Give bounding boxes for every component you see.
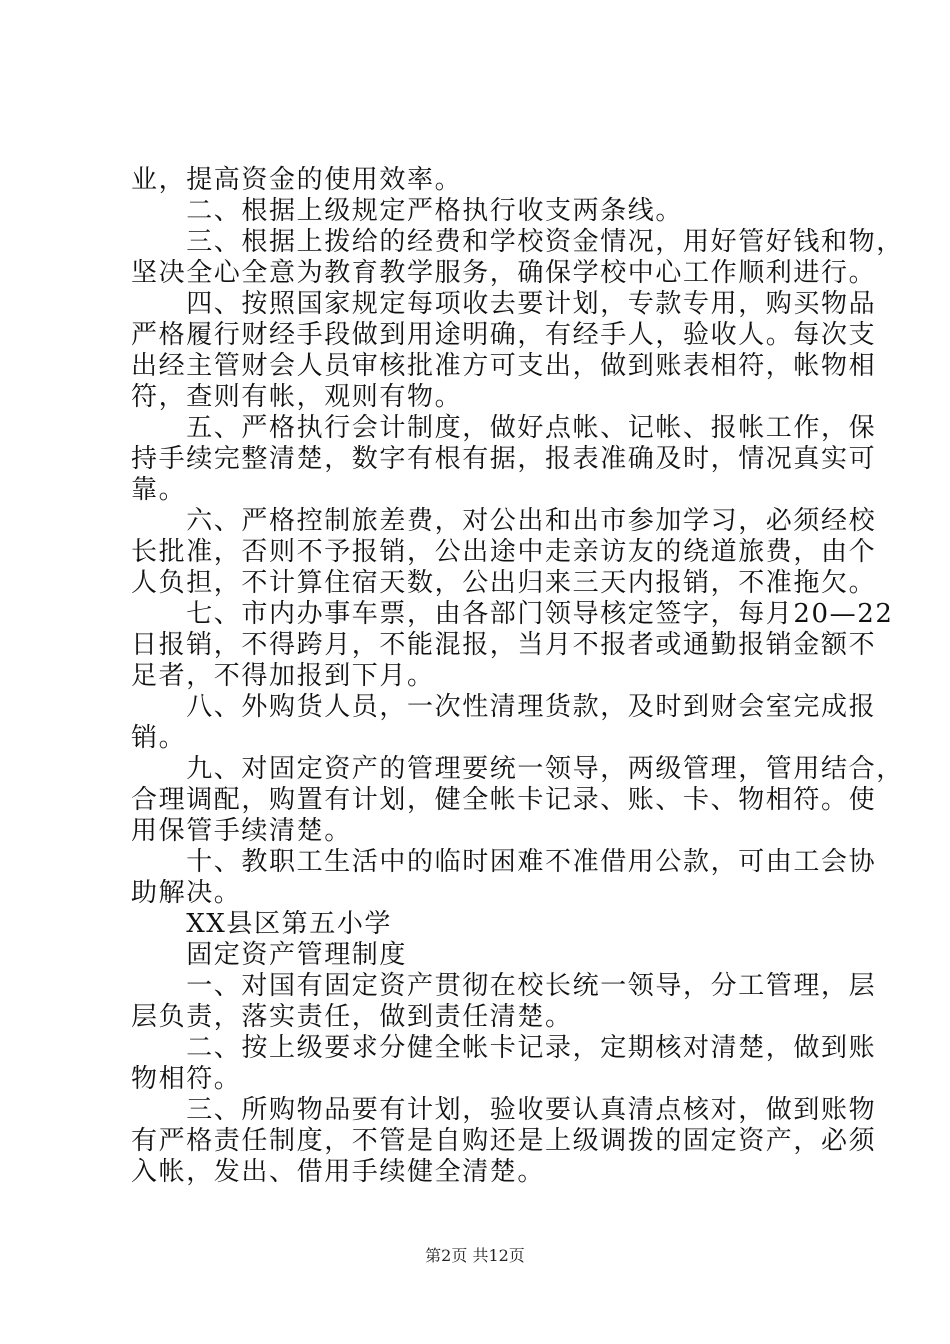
text-line: 长批准，否则不予报销，公出途中走亲访友的绕道旅费，由个 bbox=[131, 537, 877, 567]
text-line: 出经主管财会人员审核批准方可支出，做到账表相符，帐物相 bbox=[131, 351, 877, 381]
text-line: 持手续完整清楚，数字有根有据，报表准确及时，情况真实可 bbox=[131, 444, 877, 474]
text-line: 销。 bbox=[131, 723, 187, 753]
text-line: 五、严格执行会计制度，做好点帐、记帐、报帐工作，保 bbox=[131, 413, 877, 443]
text-line: 严格履行财经手段做到用途明确，有经手人，验收人。每次支 bbox=[131, 320, 877, 350]
text-line: 有严格责任制度，不管是自购还是上级调拨的固定资产，必须 bbox=[131, 1126, 877, 1156]
text-line: 足者，不得加报到下月。 bbox=[131, 661, 435, 691]
text-line: 三、所购物品要有计划，验收要认真清点核对，做到账物 bbox=[131, 1095, 877, 1125]
text-line: 三、根据上拨给的经费和学校资金情况，用好管好钱和物， bbox=[131, 227, 904, 257]
text-line: 合理调配，购置有计划，健全帐卡记录、账、卡、物相符。使 bbox=[131, 785, 877, 815]
text-line: 符，查则有帐，观则有物。 bbox=[131, 382, 463, 412]
text-line: 靠。 bbox=[131, 475, 187, 505]
text-line: 坚决全心全意为教育教学服务，确保学校中心工作顺利进行。 bbox=[131, 258, 877, 288]
text-line: 人负担，不计算住宿天数，公出归来三天内报销，不准拖欠。 bbox=[131, 568, 877, 598]
text-line: 二、按上级要求分健全帐卡记录，定期核对清楚，做到账 bbox=[131, 1033, 877, 1063]
text-line: 二、根据上级规定严格执行收支两条线。 bbox=[131, 196, 684, 226]
page-number-footer: 第2页 共12页 bbox=[425, 1246, 525, 1265]
text-line: 一、对国有固定资产贯彻在校长统一领导，分工管理，层 bbox=[131, 971, 877, 1001]
text-line: 层负责，落实责任，做到责任清楚。 bbox=[131, 1002, 573, 1032]
text-line: 七、市内办事车票，由各部门领导核定签字，每月20—22 bbox=[131, 599, 894, 629]
text-line: 助解决。 bbox=[131, 878, 242, 908]
text-line: 六、严格控制旅差费，对公出和出市参加学习，必须经校 bbox=[131, 506, 877, 536]
document-body bbox=[131, 165, 904, 1188]
text-line: 入帐，发出、借用手续健全清楚。 bbox=[131, 1157, 546, 1187]
text-line: 业，提高资金的使用效率。 bbox=[131, 165, 463, 195]
text-line: 十、教职工生活中的临时困难不准借用公款，可由工会协 bbox=[131, 847, 877, 877]
text-line: 八、外购货人员，一次性清理货款，及时到财会室完成报 bbox=[131, 692, 877, 722]
text-line: 九、对固定资产的管理要统一领导，两级管理，管用结合， bbox=[131, 754, 904, 784]
school-name: XX县区第五小学 bbox=[131, 909, 393, 939]
text-line: 物相符。 bbox=[131, 1064, 242, 1094]
text-line: 用保管手续清楚。 bbox=[131, 816, 352, 846]
text-line: 四、按照国家规定每项收去要计划，专款专用，购买物品 bbox=[131, 289, 877, 319]
text-line: 日报销，不得跨月，不能混报，当月不报者或通勤报销金额不 bbox=[131, 630, 877, 660]
section-title: 固定资产管理制度 bbox=[131, 940, 408, 970]
